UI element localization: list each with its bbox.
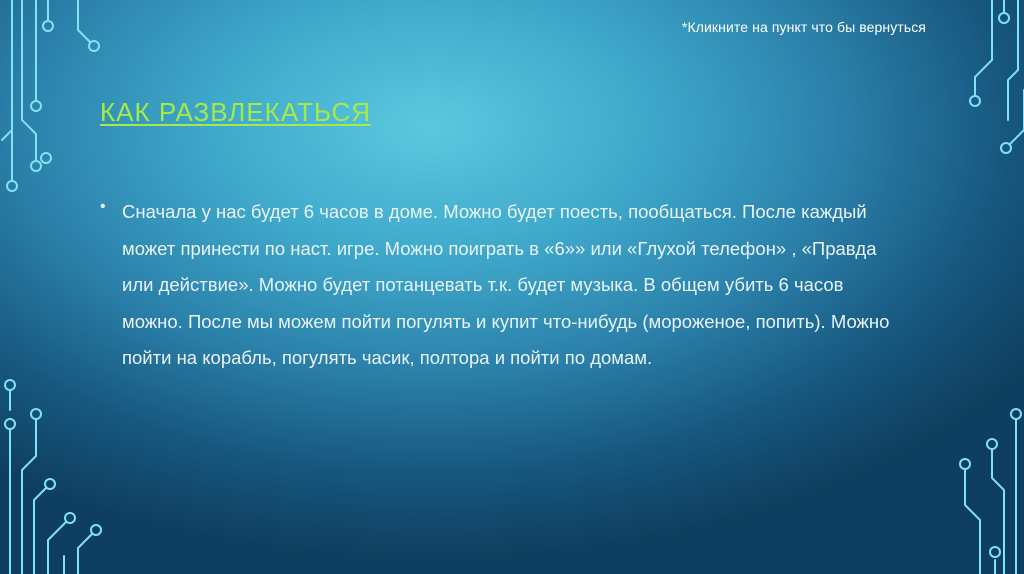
bullet-text: Сначала у нас будет 6 часов в доме. Можно будет поесть, пообщаться. После каждый может принести по наст. игре. Можно поиграть в «6»» или «Глухой телефон» , «Правда или действие». Можно будет потанцевать т.к. будет музыка. В общем убить 6 часов можно. После мы можем пойти погулять и купит что-нибудь (мороженое, попить). Можно пойти на корабль, погулять часик, полтора и пойти по домам. (122, 201, 890, 368)
return-hint-link[interactable]: *Кликните на пункт что бы вернуться (681, 19, 926, 35)
bottom-left-circuit-icon (5, 380, 101, 574)
bottom-right-circuit-icon (960, 409, 1021, 574)
top-left-circuit-icon (2, 0, 99, 191)
bullet-dot-icon: • (100, 198, 106, 215)
top-right-circuit-icon (970, 0, 1024, 153)
slide-title-link[interactable]: КАК РАЗВЛЕКАТЬСЯ (100, 97, 372, 127)
slide-body (100, 194, 900, 377)
